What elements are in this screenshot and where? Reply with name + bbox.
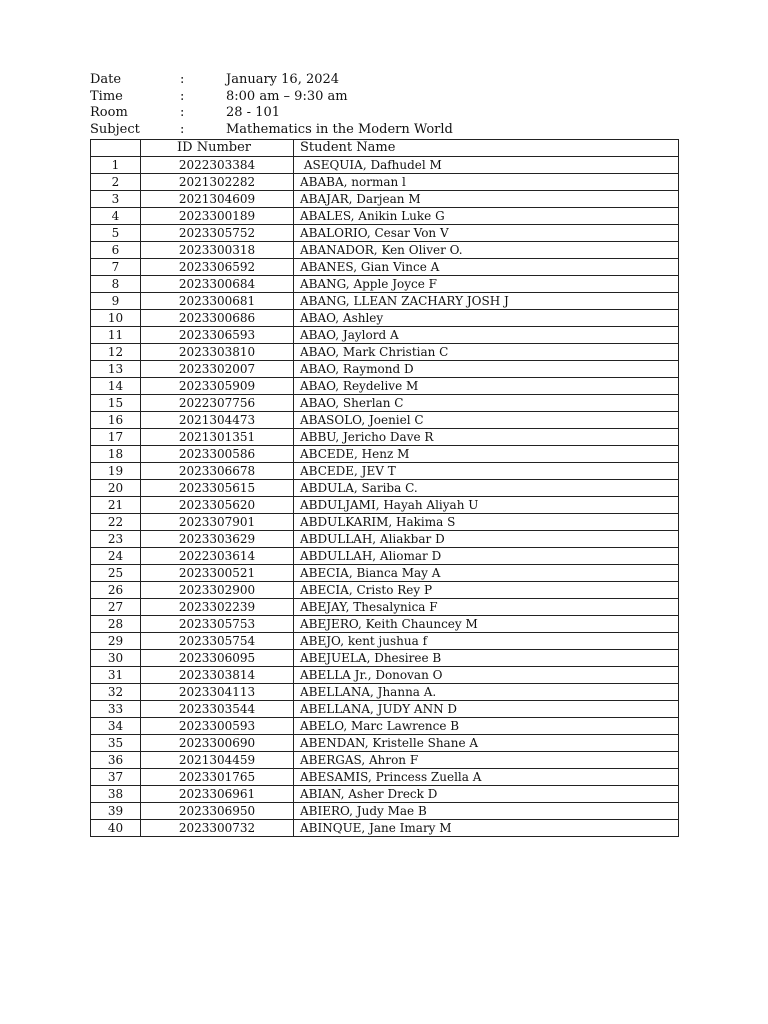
row-number-cell: 30 xyxy=(91,650,141,667)
row-number-cell: 37 xyxy=(91,769,141,786)
id-number-cell: 2023302900 xyxy=(141,582,294,599)
row-number-cell: 11 xyxy=(91,327,141,344)
student-name-cell: ABELLANA, Jhanna A. xyxy=(294,684,679,701)
id-number-cell: 2023305752 xyxy=(141,225,294,242)
table-row xyxy=(91,463,679,480)
detail-separator: : xyxy=(180,88,185,104)
row-number-cell: 8 xyxy=(91,276,141,293)
student-name-cell: ABAO, Ashley xyxy=(294,310,679,327)
student-name-cell: ABBU, Jericho Dave R xyxy=(294,429,679,446)
id-number-cell: 2022307756 xyxy=(141,395,294,412)
row-number-cell: 3 xyxy=(91,191,141,208)
table-row xyxy=(91,735,679,752)
table-row xyxy=(91,786,679,803)
id-number-cell: 2023300189 xyxy=(141,208,294,225)
table-row xyxy=(91,310,679,327)
row-number-cell: 20 xyxy=(91,480,141,497)
row-number-cell: 27 xyxy=(91,599,141,616)
detail-value: January 16, 2024 xyxy=(226,72,340,87)
row-number-cell: 17 xyxy=(91,429,141,446)
student-roster-table xyxy=(90,139,679,837)
row-number-cell: 25 xyxy=(91,565,141,582)
id-number-cell: 2023305620 xyxy=(141,497,294,514)
table-row xyxy=(91,446,679,463)
table-row xyxy=(91,157,679,174)
id-number-cell: 2023303629 xyxy=(141,531,294,548)
table-row xyxy=(91,191,679,208)
detail-separator: : xyxy=(180,121,185,137)
id-number-cell: 2023306095 xyxy=(141,650,294,667)
table-row xyxy=(91,718,679,735)
table-row xyxy=(91,548,679,565)
student-name-cell: ABANG, Apple Joyce F xyxy=(294,276,679,293)
id-number-cell: 2023300318 xyxy=(141,242,294,259)
table-row xyxy=(91,344,679,361)
table-row xyxy=(91,616,679,633)
id-number-cell: 2022303384 xyxy=(141,157,294,174)
detail-value: Mathematics in the Modern World xyxy=(226,121,453,137)
student-name-cell: ABANADOR, Ken Oliver O. xyxy=(294,242,679,259)
student-name-cell: ABECIA, Cristo Rey P xyxy=(294,582,679,599)
row-number-cell: 2 xyxy=(91,174,141,191)
row-number-cell: 23 xyxy=(91,531,141,548)
student-name-cell: ABIERO, Judy Mae B xyxy=(294,803,679,820)
row-number-cell: 4 xyxy=(91,208,141,225)
student-name-cell: ABAO, Reydelive M xyxy=(294,378,679,395)
table-row xyxy=(91,633,679,650)
table-row xyxy=(91,327,679,344)
column-header-id-number: ID Number xyxy=(141,140,294,157)
student-name-cell: ABAO, Raymond D xyxy=(294,361,679,378)
row-number-cell: 28 xyxy=(91,616,141,633)
table-row xyxy=(91,361,679,378)
table-row xyxy=(91,582,679,599)
row-number-cell: 24 xyxy=(91,548,141,565)
detail-value: 28 - 101 xyxy=(226,105,281,120)
table-row xyxy=(91,378,679,395)
id-number-cell: 2023300586 xyxy=(141,446,294,463)
id-number-cell: 2021304609 xyxy=(141,191,294,208)
id-number-cell: 2023306593 xyxy=(141,327,294,344)
id-number-cell: 2023302239 xyxy=(141,599,294,616)
student-name-cell: ABABA, norman l xyxy=(294,174,679,191)
detail-row-subject xyxy=(90,122,680,139)
table-row xyxy=(91,225,679,242)
id-number-cell: 2023305753 xyxy=(141,616,294,633)
table-row xyxy=(91,667,679,684)
student-name-cell: ABDULLAH, Aliakbar D xyxy=(294,531,679,548)
table-row xyxy=(91,803,679,820)
table-row xyxy=(91,395,679,412)
student-name-cell: ABAJAR, Darjean M xyxy=(294,191,679,208)
row-number-cell: 13 xyxy=(91,361,141,378)
id-number-cell: 2023305909 xyxy=(141,378,294,395)
id-number-cell: 2023302007 xyxy=(141,361,294,378)
row-number-cell: 9 xyxy=(91,293,141,310)
row-number-cell: 19 xyxy=(91,463,141,480)
student-name-cell: ABCEDE, Henz M xyxy=(294,446,679,463)
table-row xyxy=(91,208,679,225)
id-number-cell: 2023307901 xyxy=(141,514,294,531)
student-name-cell: ABASOLO, Joeniel C xyxy=(294,412,679,429)
student-name-cell: ABELLANA, JUDY ANN D xyxy=(294,701,679,718)
student-name-cell: ABEJAY, Thesalynica F xyxy=(294,599,679,616)
student-name-cell: ABERGAS, Ahron F xyxy=(294,752,679,769)
id-number-cell: 2023300732 xyxy=(141,820,294,837)
id-number-cell: 2022303614 xyxy=(141,548,294,565)
student-name-cell: ABDULKARIM, Hakima S xyxy=(294,514,679,531)
table-row xyxy=(91,276,679,293)
table-row xyxy=(91,820,679,837)
id-number-cell: 2021301351 xyxy=(141,429,294,446)
column-header-number xyxy=(91,140,141,157)
id-number-cell: 2021302282 xyxy=(141,174,294,191)
detail-label: Subject xyxy=(90,121,140,137)
student-name-cell: ABEJUELA, Dhesiree B xyxy=(294,650,679,667)
id-number-cell: 2021304473 xyxy=(141,412,294,429)
student-name-cell: ABESAMIS, Princess Zuella A xyxy=(294,769,679,786)
row-number-cell: 18 xyxy=(91,446,141,463)
row-number-cell: 15 xyxy=(91,395,141,412)
table-row xyxy=(91,514,679,531)
row-number-cell: 36 xyxy=(91,752,141,769)
row-number-cell: 40 xyxy=(91,820,141,837)
student-name-cell: ABAO, Mark Christian C xyxy=(294,344,679,361)
detail-label: Time xyxy=(90,88,123,104)
table-row xyxy=(91,565,679,582)
row-number-cell: 7 xyxy=(91,259,141,276)
id-number-cell: 2023305615 xyxy=(141,480,294,497)
id-number-cell: 2023306950 xyxy=(141,803,294,820)
row-number-cell: 10 xyxy=(91,310,141,327)
student-name-cell: ABECIA, Bianca May A xyxy=(294,565,679,582)
student-name-cell: ABEJO, kent jushua f xyxy=(294,633,679,650)
student-name-cell: ABALES, Anikin Luke G xyxy=(294,208,679,225)
table-row xyxy=(91,293,679,310)
table-row xyxy=(91,701,679,718)
table-row xyxy=(91,429,679,446)
id-number-cell: 2023300593 xyxy=(141,718,294,735)
id-number-cell: 2023300521 xyxy=(141,565,294,582)
row-number-cell: 32 xyxy=(91,684,141,701)
student-name-cell: ABANG, LLEAN ZACHARY JOSH J xyxy=(294,293,679,310)
row-number-cell: 31 xyxy=(91,667,141,684)
exam-details xyxy=(90,72,680,138)
student-name-cell: ABELLA Jr., Donovan O xyxy=(294,667,679,684)
row-number-cell: 6 xyxy=(91,242,141,259)
table-row xyxy=(91,174,679,191)
table-row xyxy=(91,531,679,548)
row-number-cell: 35 xyxy=(91,735,141,752)
id-number-cell: 2023300690 xyxy=(141,735,294,752)
row-number-cell: 33 xyxy=(91,701,141,718)
detail-separator: : xyxy=(180,72,185,87)
student-name-cell: ABIAN, Asher Dreck D xyxy=(294,786,679,803)
table-row xyxy=(91,599,679,616)
id-number-cell: 2023306961 xyxy=(141,786,294,803)
detail-row-time xyxy=(90,89,680,106)
table-row xyxy=(91,497,679,514)
id-number-cell: 2023304113 xyxy=(141,684,294,701)
id-number-cell: 2021304459 xyxy=(141,752,294,769)
table-body xyxy=(91,157,679,837)
id-number-cell: 2023301765 xyxy=(141,769,294,786)
student-name-cell: ABELO, Marc Lawrence B xyxy=(294,718,679,735)
table-row xyxy=(91,650,679,667)
student-name-cell: ABAO, Jaylord A xyxy=(294,327,679,344)
table-row xyxy=(91,480,679,497)
id-number-cell: 2023300681 xyxy=(141,293,294,310)
table-row xyxy=(91,769,679,786)
row-number-cell: 12 xyxy=(91,344,141,361)
row-number-cell: 1 xyxy=(91,157,141,174)
id-number-cell: 2023303544 xyxy=(141,701,294,718)
id-number-cell: 2023305754 xyxy=(141,633,294,650)
table-row xyxy=(91,684,679,701)
id-number-cell: 2023306592 xyxy=(141,259,294,276)
student-name-cell: ABDULJAMI, Hayah Aliyah U xyxy=(294,497,679,514)
table-row xyxy=(91,259,679,276)
student-name-cell: ABDULLAH, Aliomar D xyxy=(294,548,679,565)
row-number-cell: 38 xyxy=(91,786,141,803)
detail-separator: : xyxy=(180,105,185,120)
row-number-cell: 21 xyxy=(91,497,141,514)
table-row xyxy=(91,752,679,769)
row-number-cell: 5 xyxy=(91,225,141,242)
student-name-cell: ABDULA, Sariba C. xyxy=(294,480,679,497)
id-number-cell: 2023306678 xyxy=(141,463,294,480)
detail-label: Date xyxy=(90,72,122,87)
detail-label: Room xyxy=(90,105,128,120)
id-number-cell: 2023300686 xyxy=(141,310,294,327)
table-row xyxy=(91,412,679,429)
detail-row-room xyxy=(90,105,680,122)
detail-row-date xyxy=(90,72,680,89)
detail-value: 8:00 am – 9:30 am xyxy=(226,88,348,104)
row-number-cell: 29 xyxy=(91,633,141,650)
row-number-cell: 14 xyxy=(91,378,141,395)
row-number-cell: 16 xyxy=(91,412,141,429)
row-number-cell: 22 xyxy=(91,514,141,531)
row-number-cell: 39 xyxy=(91,803,141,820)
student-name-cell: ABAO, Sherlan C xyxy=(294,395,679,412)
id-number-cell: 2023300684 xyxy=(141,276,294,293)
student-name-cell: ABENDAN, Kristelle Shane A xyxy=(294,735,679,752)
row-number-cell: 34 xyxy=(91,718,141,735)
student-name-cell: ABEJERO, Keith Chauncey M xyxy=(294,616,679,633)
student-name-cell: ABCEDE, JEV T xyxy=(294,463,679,480)
column-header-student-name: Student Name xyxy=(294,140,679,157)
row-number-cell: 26 xyxy=(91,582,141,599)
table-header-row xyxy=(91,140,679,157)
student-name-cell: ABALORIO, Cesar Von V xyxy=(294,225,679,242)
student-name-cell: ABANES, Gian Vince A xyxy=(294,259,679,276)
id-number-cell: 2023303814 xyxy=(141,667,294,684)
table-row xyxy=(91,242,679,259)
id-number-cell: 2023303810 xyxy=(141,344,294,361)
student-name-cell: ASEQUIA, Dafhudel M xyxy=(294,157,679,174)
student-name-cell: ABINQUE, Jane Imary M xyxy=(294,820,679,837)
